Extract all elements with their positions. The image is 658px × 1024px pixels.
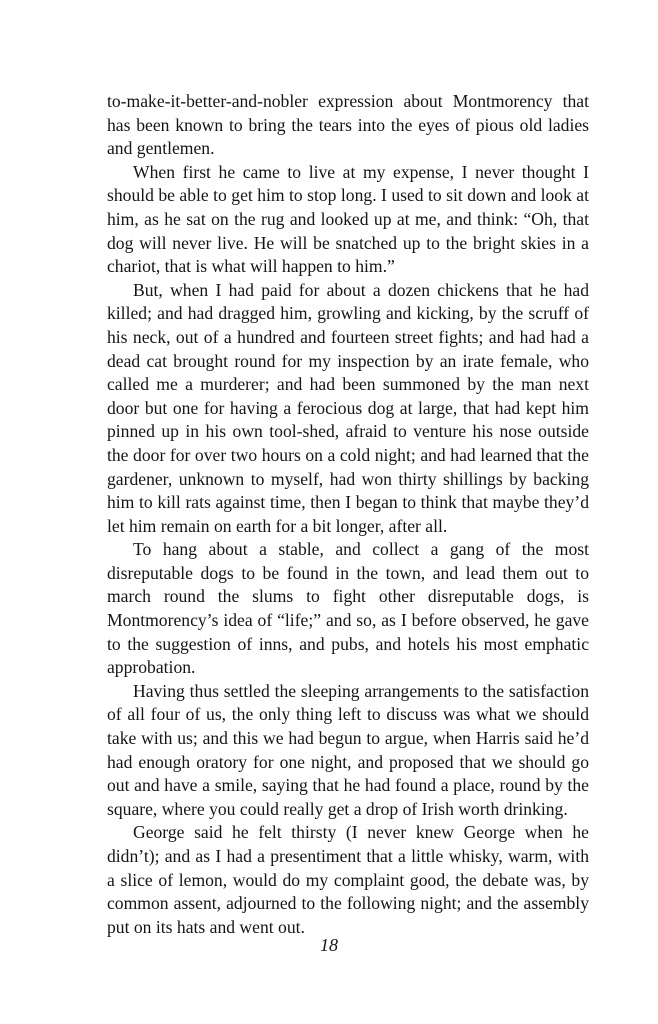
paragraph-5: Having thus settled the sleeping arrangements to the satisfaction of all four of us, the only thing left to discuss was what we should take with us; and this we had begun to argue, when Harris said he’d had enough oratory for one night, and proposed that we should go out and have a smile, saying that he had found a place, round by the square, where you could really get a drop of Irish worth drinking. [107, 680, 589, 819]
page-number: 18 [320, 935, 338, 955]
paragraph-4: To hang about a stable, and collect a gang of the most disreputable dogs to be found in the town, and lead them out to march round the slums to fight other disreputable dogs, is Montmorency’s idea of “life;” and so, as I before observed, he gave to the suggestion of inns, and pubs, and hotels his most emphatic approbation. [107, 539, 589, 678]
paragraph-3: But, when I had paid for about a dozen chickens that he had killed; and had dragged him, growling and kicking, by the scruff of his neck, out of a hundred and fourteen street fights; and had had a dead cat brought round for my inspection by an irate female, who called me a murderer; and had been summoned by the man next door but one for having a ferocious dog at large, that had kept him pinned up in his own tool-shed, afraid to venture his nose outside the door for over two hours on a cold night; and had learned that the gardener, unknown to myself, had won thirty shillings by backing him to kill rats against time, then I began to think that maybe they’d let him remain on earth for a bit longer, after all. [107, 279, 589, 536]
paragraph-2: When first he came to live at my expense, I never thought I should be able to get him to stop long. I used to sit down and look at him, as he sat on the rug and looked up at me, and think: “Oh, that dog will never live. He will be snatched up to the bright skies in a chariot, that is what will happen to him.” [107, 161, 589, 277]
paragraph-1: to-make-it-better-and-nobler expression about Montmorency that has been known to bring the tears into the eyes of pious old ladies and gentlemen. [107, 91, 589, 159]
paragraph-6: George said he felt thirsty (I never knew George when he didn’t); and as I had a presentiment that a little whisky, warm, with a slice of lemon, would do my complaint good, the debate was, by common assent, adjourned to the following night; and the assembly put on its hats and went out. [107, 822, 589, 937]
page-body [107, 90, 589, 939]
